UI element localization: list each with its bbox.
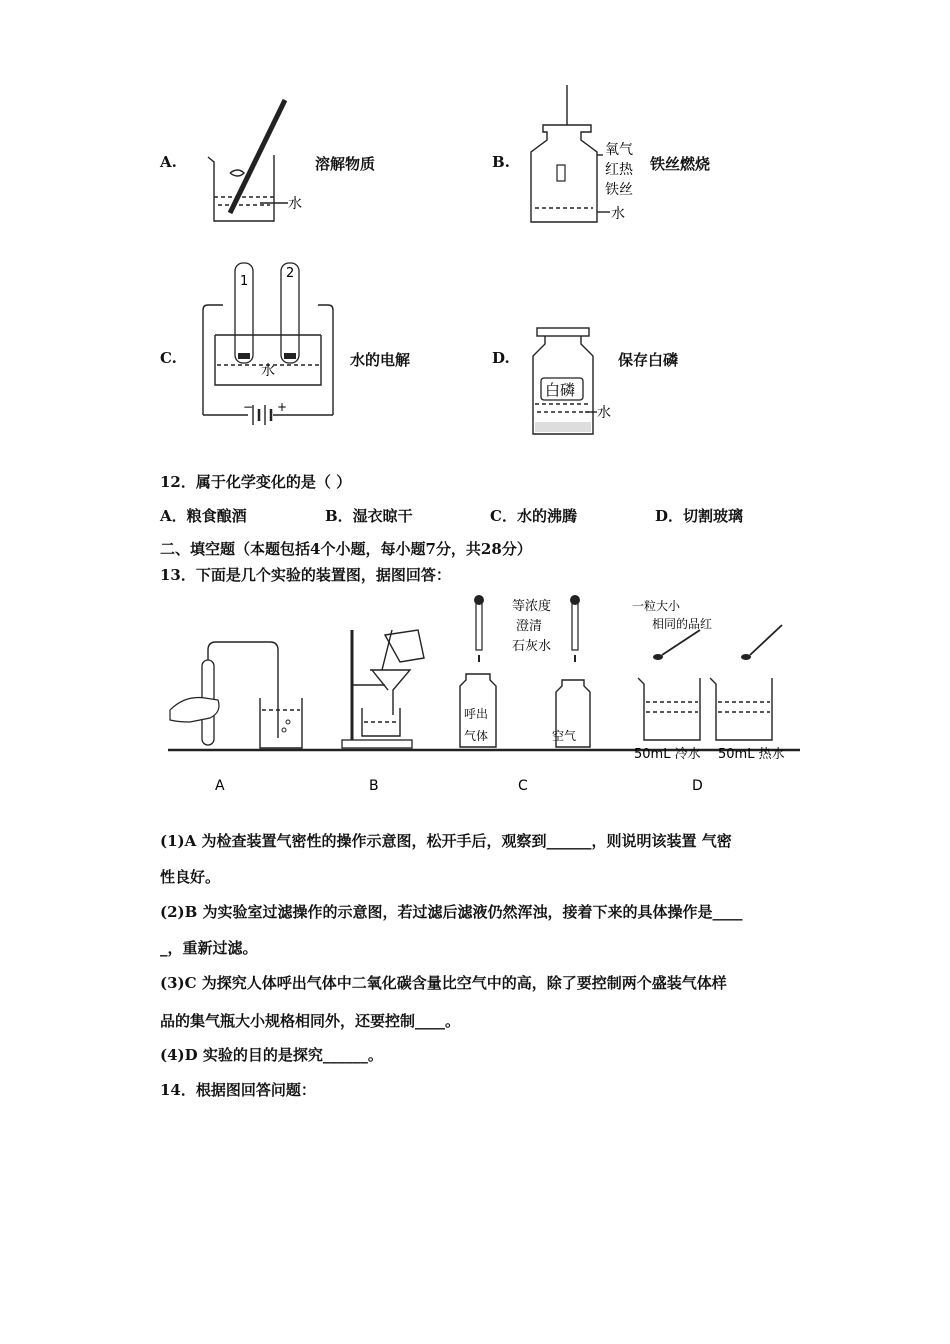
q12-stem: 12．属于化学变化的是（ ） bbox=[160, 473, 352, 491]
fig-label-a: A bbox=[215, 778, 225, 794]
plus-sign: + bbox=[277, 400, 288, 414]
apparatus-d bbox=[632, 598, 785, 762]
q13-stem: 13．下面是几个实验的装置图，据图回答： bbox=[160, 566, 451, 584]
q13-sub1-line2: 性良好。 bbox=[160, 868, 221, 886]
tube1-label: 1 bbox=[240, 274, 249, 289]
hot-label: 红热 bbox=[605, 162, 633, 178]
d-text-2: 相同的品红 bbox=[652, 617, 713, 631]
option-a-caption: 溶解物质 bbox=[315, 155, 376, 173]
q13-figure bbox=[160, 590, 810, 800]
d-cold-label: 50mL 冷水 bbox=[634, 747, 701, 762]
option-c-letter: C. bbox=[160, 349, 177, 367]
water-label: 水 bbox=[597, 405, 611, 421]
apparatus-b bbox=[342, 630, 424, 748]
section2-heading: 二、填空题（本题包括4个小题，每小题7分，共28分） bbox=[160, 540, 532, 558]
d-text-1: 一粒大小 bbox=[632, 599, 681, 613]
option-a-letter: A. bbox=[160, 153, 177, 171]
apparatus-c bbox=[460, 595, 590, 747]
c-text-1: 等浓度 bbox=[512, 599, 552, 614]
water-label: 水 bbox=[288, 196, 302, 212]
c-bottle1-b: 气体 bbox=[464, 729, 489, 743]
q13-sub2-line2: _，重新过滤。 bbox=[160, 939, 258, 957]
q13-sub1-line1: (1)A 为检查装置气密性的操作示意图，松开手后，观察到______，则说明该装置 气密 bbox=[160, 832, 732, 850]
fig-label-d: D bbox=[692, 778, 703, 794]
white-phosphorus-diagram bbox=[525, 322, 625, 440]
option-c-caption: 水的电解 bbox=[350, 351, 411, 369]
fig-label-c: C bbox=[518, 778, 528, 794]
option-d-caption: 保存白磷 bbox=[618, 351, 679, 369]
option-b-letter: B. bbox=[492, 153, 510, 171]
water-label: 水 bbox=[261, 363, 275, 379]
q14-stem: 14．根据图回答问题： bbox=[160, 1081, 316, 1099]
apparatus-a bbox=[170, 642, 302, 748]
option-d-letter: D. bbox=[492, 349, 510, 367]
q12-option-c: C．水的沸腾 bbox=[490, 507, 577, 525]
q12-option-d: D．切割玻璃 bbox=[655, 507, 744, 525]
wire-label: 铁丝 bbox=[605, 182, 633, 198]
iron-burning-diagram bbox=[525, 80, 645, 230]
dissolving-diagram bbox=[200, 95, 310, 230]
water-label: 水 bbox=[611, 206, 625, 222]
q12-option-a: A．粮食酿酒 bbox=[160, 507, 247, 525]
q13-sub4: (4)D 实验的目的是探究______。 bbox=[160, 1046, 383, 1064]
q13-sub3-line2: 品的集气瓶大小规格相同外，还要控制____。 bbox=[160, 1012, 461, 1030]
c-bottle1-a: 呼出 bbox=[464, 707, 489, 721]
d-hot-label: 50mL 热水 bbox=[718, 747, 785, 762]
minus-sign: − bbox=[243, 400, 254, 414]
option-b-caption: 铁丝燃烧 bbox=[650, 155, 711, 173]
q13-sub2-line1: (2)B 为实验室过滤操作的示意图，若过滤后滤液仍然浑浊，接着下来的具体操作是____ bbox=[160, 903, 743, 921]
c-text-2: 澄清 bbox=[516, 619, 543, 634]
electrolysis-diagram bbox=[193, 255, 343, 445]
oxygen-label: 氧气 bbox=[605, 142, 633, 158]
q13-sub3-line1: (3)C 为探究人体呼出气体中二氧化碳含量比空气中的高，除了要控制两个盛装气体样 bbox=[160, 974, 727, 992]
c-bottle2: 空气 bbox=[552, 729, 577, 743]
fig-label-b: B bbox=[369, 778, 379, 794]
phosphorus-label: 白磷 bbox=[545, 381, 576, 399]
q12-option-b: B．湿衣晾干 bbox=[325, 507, 413, 525]
tube2-label: 2 bbox=[286, 266, 295, 281]
c-text-3: 石灰水 bbox=[512, 639, 552, 654]
